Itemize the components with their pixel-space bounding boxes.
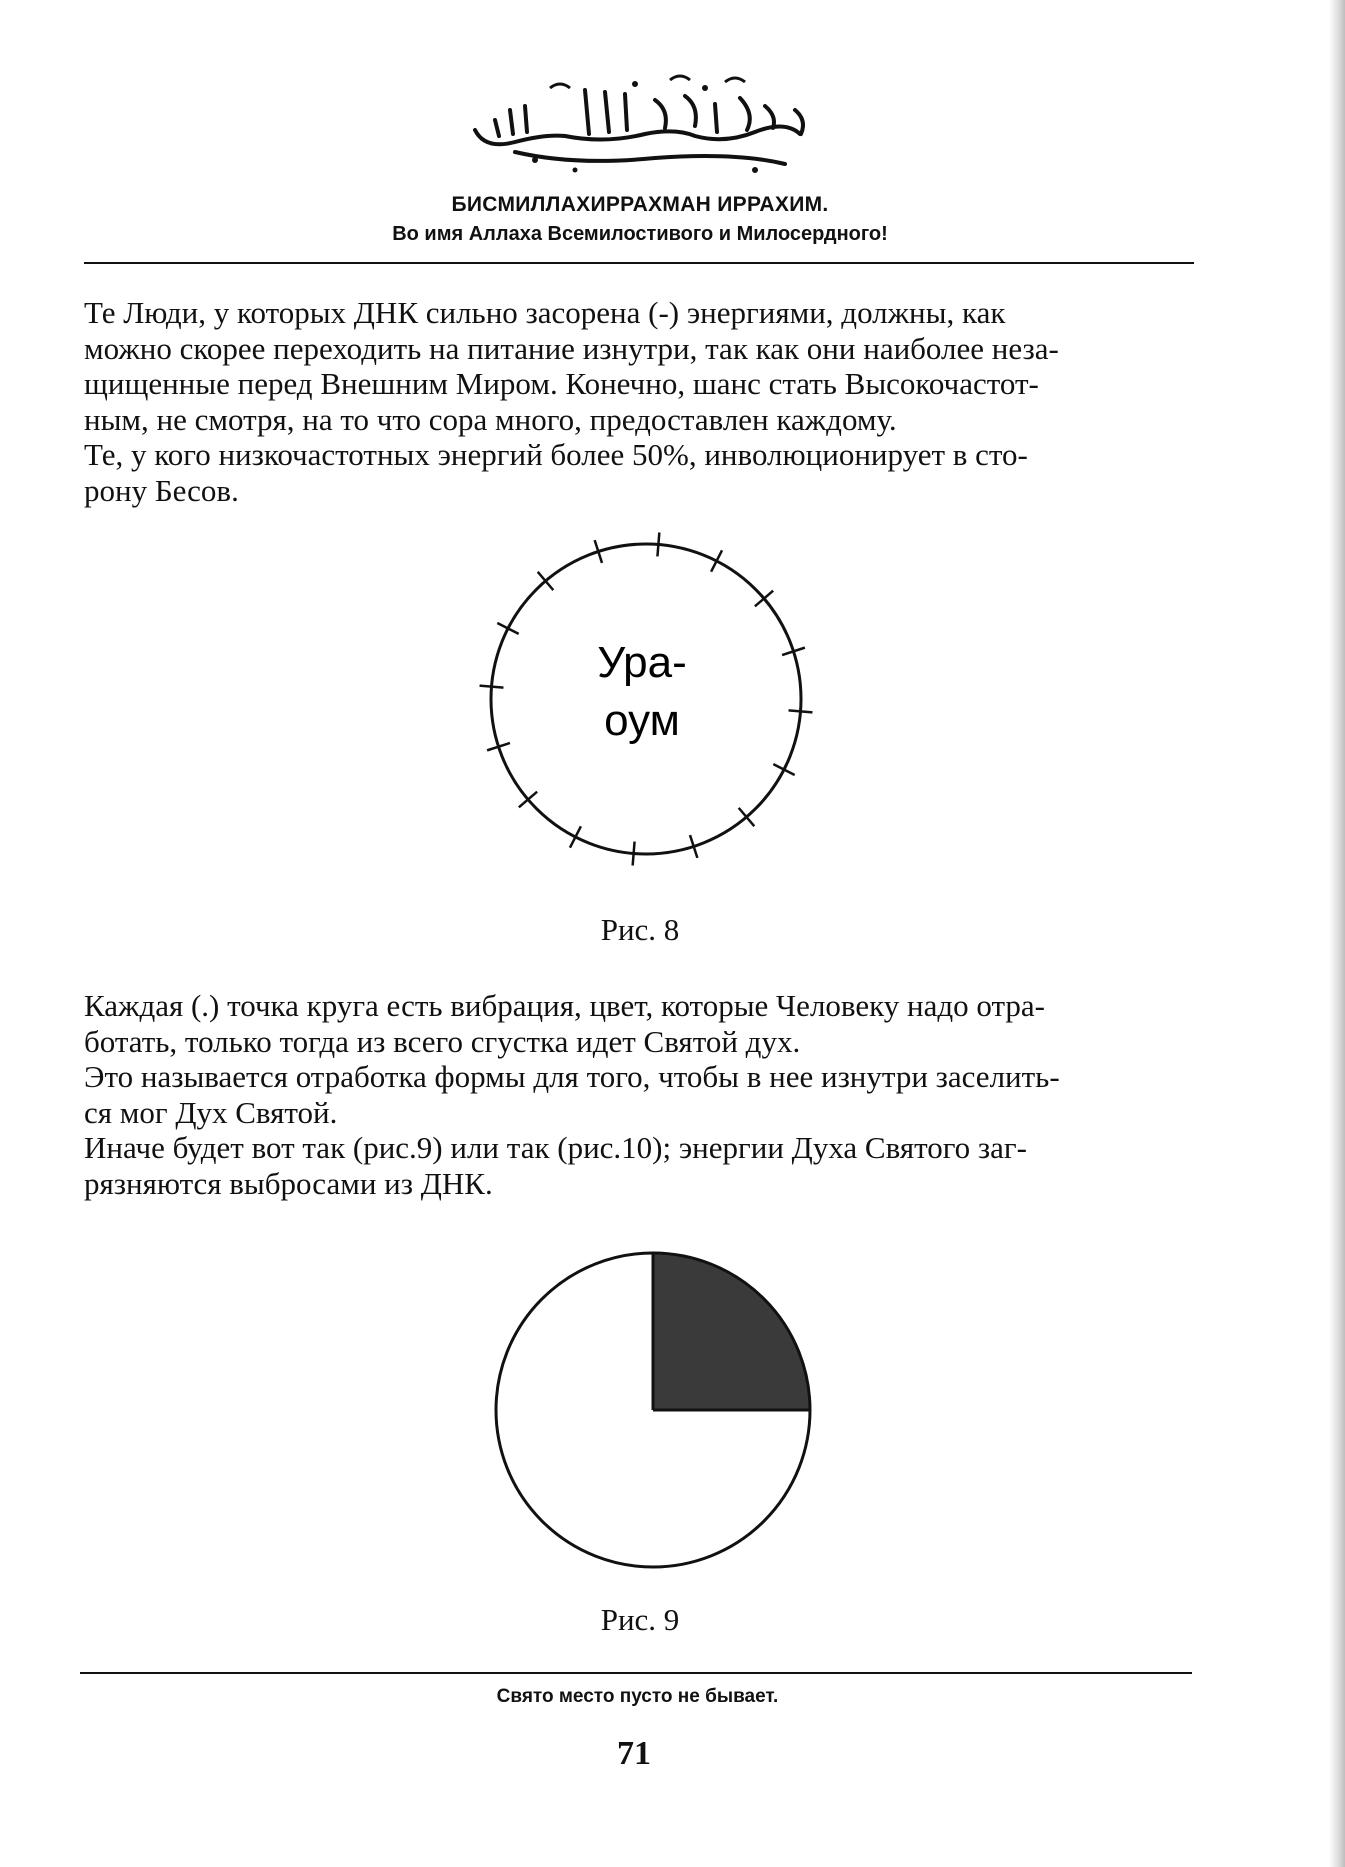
figure-8-tick — [497, 623, 518, 634]
paragraph-line: Каждая (.) точка круга есть вибрация, цвет, которые Человеку надо отра- — [84, 988, 1045, 1023]
header-rule — [84, 262, 1194, 264]
figure-8-tick — [711, 550, 722, 571]
paragraph-2 — [84, 988, 1200, 1201]
paragraph-line: рязняются выбросами из ДНК. — [84, 1165, 493, 1201]
bismillah-calligraphy — [455, 70, 825, 180]
figure-9-circle — [488, 1245, 818, 1575]
figure-8-tick — [789, 710, 813, 712]
figure-8-label-line1: Ура- — [597, 638, 687, 687]
paragraph-line: щищенные перед Внешним Миром. Конечно, шанс стать Высокочастот- — [84, 366, 1039, 401]
figure-8-tick — [773, 764, 794, 775]
footer-rule — [80, 1672, 1192, 1674]
paragraph-line: Те Люди, у которых ДНК сильно засорена (-) энергиями, должны, как — [84, 295, 1006, 330]
paragraph-line: Это называется отработка формы для того, чтобы в нее изнутри заселить- — [84, 1059, 1060, 1094]
figure-8-label-line2: оум — [604, 696, 680, 745]
figure-9-shaded-sector — [653, 1253, 810, 1410]
header-subtitle: Во имя Аллаха Всемилостивого и Милосердного! — [392, 223, 888, 245]
footer-motto: Свято место пусто не бывает. — [496, 1686, 779, 1707]
page-number: 71 — [617, 1735, 651, 1772]
paragraph-line: ботать, только тогда из всего сгустка идет Святой дух. — [84, 1023, 801, 1059]
paragraph-line: Те, у кого низкочастотных энергий более 50%, инволюционирует в сто- — [84, 437, 1028, 472]
figure-9-caption: Рис. 9 — [600, 1602, 680, 1637]
paragraph-line: ся мог Дух Святой. — [84, 1094, 338, 1130]
figure-8-tick — [570, 826, 581, 847]
figure-8-tick — [480, 686, 504, 688]
paragraph-line: рону Бесов. — [84, 472, 239, 508]
figure-8-caption: Рис. 8 — [600, 912, 680, 947]
paragraph-1 — [84, 295, 1200, 508]
figure-8-tick — [633, 842, 635, 866]
paragraph-line: ным, не смотря, на то что сора много, предоставлен каждому. — [84, 401, 897, 437]
figure-8-tick — [657, 533, 659, 557]
paragraph-line: можно скорее переходить на питание изнутри, так как они наиболее неза- — [84, 330, 1059, 366]
header-title: БИСМИЛЛАХИРРАХМАН ИРРАХИМ. — [451, 193, 829, 216]
page-binding-edge — [1329, 0, 1345, 1867]
figure-8-circle — [470, 515, 820, 875]
paragraph-line: Иначе будет вот так (рис.9) или так (рис.10); энергии Духа Святого заг- — [84, 1130, 1027, 1165]
